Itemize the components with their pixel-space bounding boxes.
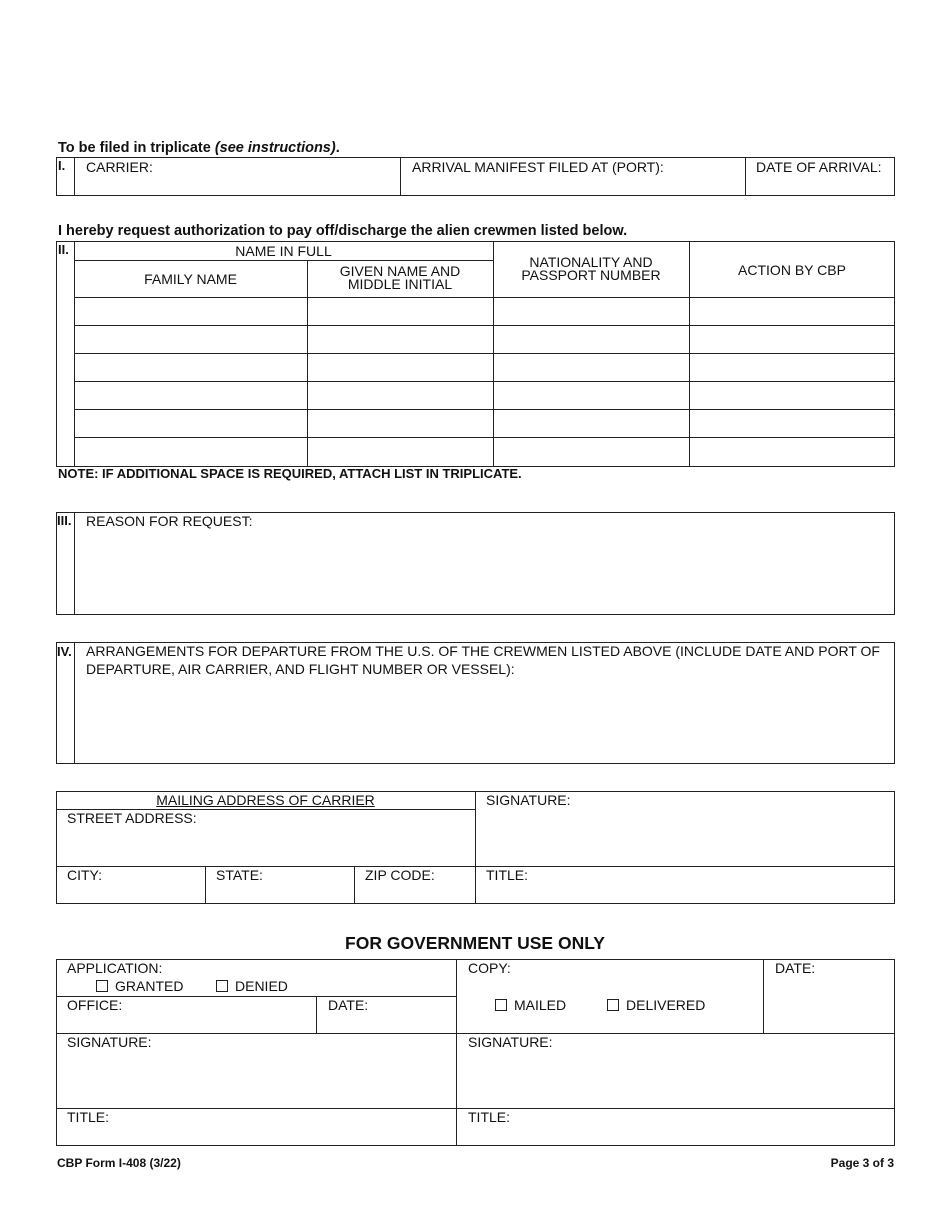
government-title-right-field[interactable] [457, 1109, 894, 1145]
application-date-field[interactable] [317, 997, 456, 1033]
section-1-number: I. [58, 158, 66, 173]
page-number: Page 3 of 3 [830, 1156, 894, 1170]
arrangements-label-line2: DEPARTURE, AIR CARRIER, AND FLIGHT NUMBER OR VESSEL): [86, 661, 515, 677]
filing-note-text: To be filed in triplicate [58, 140, 215, 156]
delivered-label: DELIVERED [626, 997, 706, 1013]
filing-note-end: . [335, 140, 340, 156]
row6-family-name-input[interactable] [75, 438, 307, 466]
government-use-heading: FOR GOVERNMENT USE ONLY [345, 933, 605, 953]
street-address-field[interactable] [57, 810, 475, 866]
request-statement: I hereby request authorization to pay off/discharge the alien crewmen listed below. [58, 223, 628, 239]
city-field[interactable] [57, 867, 205, 903]
row4-nationality-input[interactable] [494, 382, 689, 409]
row4-family-name-input[interactable] [75, 382, 307, 409]
denied-checkbox[interactable] [216, 980, 228, 992]
application-label: APPLICATION: [67, 960, 163, 976]
granted-checkbox[interactable] [96, 980, 108, 992]
delivered-checkbox[interactable] [607, 999, 619, 1011]
section-3-number: III. [57, 513, 72, 528]
row2-given-name-input[interactable] [308, 326, 493, 353]
signature-right-label: SIGNATURE: [468, 1034, 553, 1050]
city-label: CITY: [67, 867, 103, 883]
row3-family-name-input[interactable] [75, 354, 307, 381]
mailed-checkbox[interactable] [495, 999, 507, 1011]
row5-action-input[interactable] [690, 410, 894, 437]
zip-code-field[interactable] [355, 867, 475, 903]
section-4-number: IV. [57, 644, 72, 659]
copy-date-field[interactable] [764, 960, 894, 1033]
row6-action-input[interactable] [690, 438, 894, 466]
departure-arrangements-field[interactable] [75, 643, 894, 763]
row5-given-name-input[interactable] [308, 410, 493, 437]
signature-left-label: SIGNATURE: [67, 1034, 152, 1050]
carrier-signature-field[interactable] [476, 792, 894, 866]
title-right-label: TITLE: [468, 1109, 511, 1125]
state-field[interactable] [206, 867, 354, 903]
filing-note-italic: (see instructions) [214, 140, 336, 156]
row6-nationality-input[interactable] [494, 438, 689, 466]
row2-family-name-input[interactable] [75, 326, 307, 353]
arrangements-label-line1: ARRANGEMENTS FOR DEPARTURE FROM THE U.S. OF THE CREWMEN LISTED ABOVE (INCLUDE DATE AND PORT OF [86, 643, 880, 659]
row1-family-name-input[interactable] [75, 298, 307, 325]
row4-action-input[interactable] [690, 382, 894, 409]
row2-action-input[interactable] [690, 326, 894, 353]
name-in-full-header: NAME IN FULL [235, 243, 332, 259]
mailed-label: MAILED [514, 997, 567, 1013]
nationality-header: NATIONALITY AND PASSPORT NUMBER [521, 254, 661, 283]
reason-for-request-field[interactable] [75, 513, 894, 614]
reason-label: REASON FOR REQUEST: [86, 513, 253, 529]
title-left-label: TITLE: [67, 1109, 110, 1125]
form-identifier: CBP Form I-408 (3/22) [57, 1156, 181, 1170]
carrier-signature-label: SIGNATURE: [486, 792, 571, 808]
arrival-date-field[interactable] [746, 158, 894, 195]
office-label: OFFICE: [67, 997, 123, 1013]
government-signature-right-field[interactable] [457, 1034, 894, 1108]
row4-given-name-input[interactable] [308, 382, 493, 409]
carrier-title-field[interactable] [476, 867, 894, 903]
row6-given-name-input[interactable] [308, 438, 493, 466]
filing-instruction [58, 140, 340, 157]
granted-label: GRANTED [115, 978, 184, 994]
row3-nationality-input[interactable] [494, 354, 689, 381]
carrier-field[interactable] [75, 158, 400, 195]
copy-label: COPY: [468, 960, 511, 976]
application-date-label: DATE: [328, 997, 369, 1013]
row3-action-input[interactable] [690, 354, 894, 381]
copy-date-label: DATE: [775, 960, 816, 976]
arrival-manifest-label: ARRIVAL MANIFEST FILED AT (PORT): [412, 159, 664, 175]
street-address-label: STREET ADDRESS: [67, 810, 197, 826]
given-name-header: GIVEN NAME AND MIDDLE INITIAL [339, 263, 461, 292]
office-field[interactable] [57, 997, 316, 1033]
section-2-number: II. [58, 242, 69, 257]
carrier-title-label: TITLE: [486, 867, 529, 883]
denied-label: DENIED [235, 978, 288, 994]
row1-nationality-input[interactable] [494, 298, 689, 325]
carrier-label: CARRIER: [86, 159, 153, 175]
government-signature-left-field[interactable] [57, 1034, 456, 1108]
government-title-left-field[interactable] [57, 1109, 456, 1145]
row1-action-input[interactable] [690, 298, 894, 325]
row5-family-name-input[interactable] [75, 410, 307, 437]
state-label: STATE: [216, 867, 263, 883]
family-name-header: FAMILY NAME [144, 271, 237, 287]
arrival-manifest-port-field[interactable] [401, 158, 745, 195]
row3-given-name-input[interactable] [308, 354, 493, 381]
row5-nationality-input[interactable] [494, 410, 689, 437]
arrival-date-label: DATE OF ARRIVAL: [756, 159, 882, 175]
row2-nationality-input[interactable] [494, 326, 689, 353]
mailing-address-heading: MAILING ADDRESS OF CARRIER [156, 792, 375, 808]
additional-space-note: NOTE: IF ADDITIONAL SPACE IS REQUIRED, ATTACH LIST IN TRIPLICATE. [58, 466, 522, 481]
divider [74, 260, 493, 261]
row1-given-name-input[interactable] [308, 298, 493, 325]
action-header: ACTION BY CBP [738, 262, 846, 278]
zip-code-label: ZIP CODE: [365, 867, 435, 883]
